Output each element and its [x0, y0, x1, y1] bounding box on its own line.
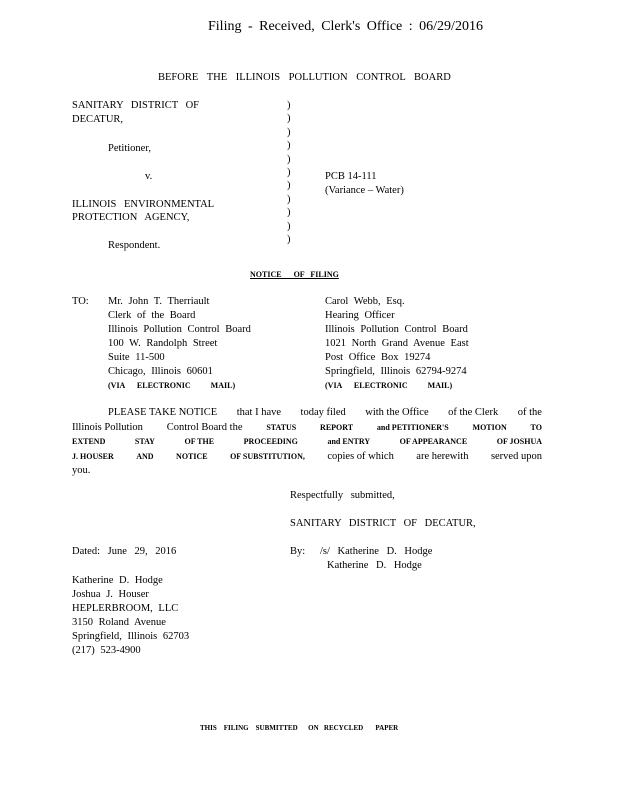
body-word: and PETITIONER'S: [376, 422, 449, 432]
paren-mark: ): [287, 193, 291, 205]
paren-mark: ): [287, 140, 291, 152]
by-label: By:: [290, 546, 306, 557]
paren-mark: ): [287, 153, 291, 165]
recipient-left-line: Chicago, Illinois 60601: [108, 366, 213, 377]
case-type: (Variance – Water): [325, 185, 404, 196]
body-word: NOTICE: [176, 451, 208, 461]
body-word: AND: [136, 451, 154, 461]
attorney-line: Springfield, Illinois 62703: [72, 631, 190, 642]
caption-parentheses: [287, 99, 291, 246]
case-number: PCB 14-111: [325, 171, 377, 182]
signing-party: SANITARY DISTRICT OF DECATUR,: [290, 518, 476, 529]
filing-stamp: Filing - Received, Clerk's Office : 06/29/2016: [208, 19, 483, 34]
body-word: you.: [72, 465, 91, 476]
petitioner-role: Petitioner,: [108, 143, 152, 154]
to-label: TO:: [72, 296, 89, 307]
body-word: OF SUBSTITUTION,: [230, 451, 305, 461]
recipient-left-line: Illinois Pollution Control Board: [108, 324, 251, 335]
body-word: with the Office: [365, 407, 429, 418]
body-word: OF APPEARANCE: [399, 437, 468, 446]
body-line: [72, 435, 542, 450]
body-word: MOTION: [472, 422, 507, 432]
recipient-left-via: (VIA ELECTRONIC MAIL): [108, 381, 236, 390]
paren-mark: ): [287, 233, 291, 245]
body-line: [72, 464, 542, 479]
recipient-right-line: Hearing Officer: [325, 310, 395, 321]
paren-mark: ): [287, 100, 291, 111]
body-word: today filed: [300, 407, 346, 418]
body-word: J. HOUSER: [72, 451, 114, 461]
body-line: [72, 450, 542, 465]
body-word: STATUS: [266, 422, 297, 432]
notice-body: [72, 406, 542, 479]
body-word: STAY: [134, 437, 155, 446]
recipient-right-line: Post Office Box 19274: [325, 352, 431, 363]
recipient-left-line: Suite 11-500: [108, 352, 165, 363]
signer-name: Katherine D. Hodge: [327, 560, 422, 571]
body-word: of the Clerk: [448, 407, 499, 418]
body-word: PLEASE TAKE NOTICE: [108, 407, 218, 418]
respectfully-submitted: Respectfully submitted,: [290, 490, 395, 501]
paren-mark: ): [287, 180, 291, 192]
recipient-right-line: Illinois Pollution Control Board: [325, 324, 468, 335]
body-word: and ENTRY: [327, 437, 371, 446]
paren-mark: ): [287, 166, 291, 178]
recipient-right-via: (VIA ELECTRONIC MAIL): [325, 381, 453, 390]
petitioner-name-line-1: SANITARY DISTRICT OF: [72, 100, 200, 111]
attorney-line: (217) 523-4900: [72, 645, 141, 656]
recipient-right: [325, 295, 469, 379]
attorney-line: HEPLERBROOM, LLC: [72, 603, 179, 614]
body-word: copies of which: [327, 450, 394, 462]
attorney-line: Joshua J. Houser: [72, 589, 149, 600]
board-title: BEFORE THE ILLINOIS POLLUTION CONTROL BOARD: [158, 72, 451, 83]
paren-mark: ): [287, 126, 291, 138]
petitioner-name-line-2: DECATUR,: [72, 114, 124, 125]
body-word: that I have: [236, 407, 282, 418]
body-word: of the: [517, 407, 542, 418]
body-word: OF JOSHUA: [496, 437, 542, 446]
respondent-role: Respondent.: [108, 240, 161, 251]
respondent-name-line-2: PROTECTION AGENCY,: [72, 212, 190, 223]
recipient-left-line: Clerk of the Board: [108, 310, 196, 321]
recipient-left-line: Mr. John T. Therriault: [108, 296, 210, 307]
paren-mark: ): [287, 207, 291, 219]
body-word: TO: [530, 422, 542, 432]
body-word: REPORT: [320, 422, 354, 432]
paren-mark: ): [287, 220, 291, 232]
recipient-right-line: Carol Webb, Esq.: [325, 296, 405, 307]
date-line: Dated: June 29, 2016: [72, 546, 177, 557]
body-word: Control Board the: [166, 421, 243, 433]
signature: /s/ Katherine D. Hodge: [320, 546, 433, 557]
body-line: [72, 406, 542, 421]
recipient-left: [108, 295, 251, 379]
body-word: PROCEEDING: [243, 437, 298, 446]
body-word: are herewith: [416, 450, 469, 462]
recipient-left-line: 100 W. Randolph Street: [108, 338, 218, 349]
recipient-right-line: 1021 North Grand Avenue East: [325, 338, 469, 349]
recycled-paper-footer: THIS FILING SUBMITTED ON RECYCLED PAPER: [200, 724, 399, 732]
body-word: OF THE: [184, 437, 215, 446]
paren-mark: ): [287, 113, 291, 125]
body-word: EXTEND: [72, 437, 106, 446]
body-line: [72, 421, 542, 436]
attorney-line: Katherine D. Hodge: [72, 575, 163, 586]
body-word: Illinois Pollution: [72, 421, 143, 433]
notice-title: NOTICE OF FILING: [250, 270, 339, 279]
versus-label: v.: [145, 171, 153, 182]
attorney-line: 3150 Roland Avenue: [72, 617, 166, 628]
attorney-block: [72, 574, 189, 658]
body-word: served upon: [490, 450, 542, 462]
respondent-name-line-1: ILLINOIS ENVIRONMENTAL: [72, 199, 215, 210]
recipient-right-line: Springfield, Illinois 62794-9274: [325, 366, 467, 377]
